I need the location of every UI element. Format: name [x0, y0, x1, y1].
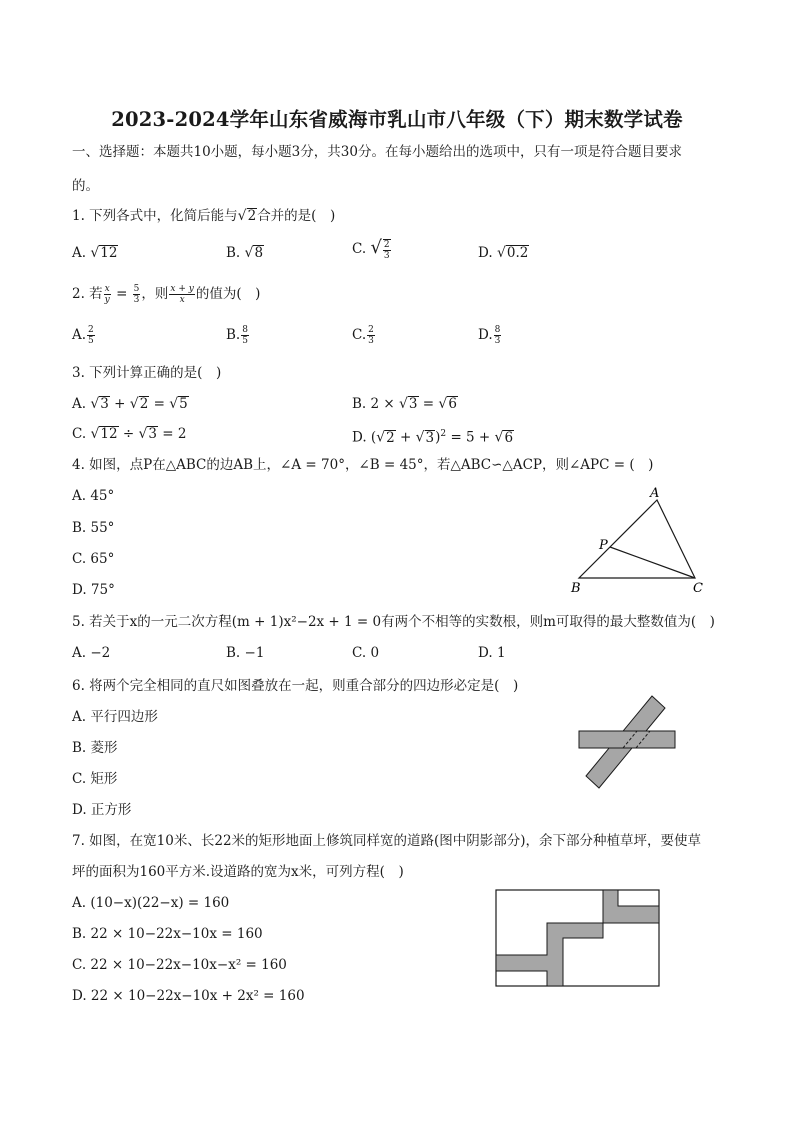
denominator: x — [179, 295, 185, 305]
q1-stem-radicand: 2 — [247, 208, 257, 224]
ruler-horizontal — [579, 731, 675, 748]
question-4-stem: 4. 如图，点P在△ABC的边AB上，∠A = 70°，∠B = 45°，若△ABC∽△ACP，则∠APC = ( ) — [72, 457, 654, 473]
q7-option-a: A. (10−x)(22−x) = 160 — [72, 895, 230, 911]
numerator: 2 — [88, 325, 94, 335]
option-fraction — [494, 325, 502, 346]
q2-pre: 2. 若 — [72, 286, 103, 302]
triangle-abc — [579, 500, 695, 578]
q2-frac-5-over-3 — [133, 284, 141, 305]
q4-option-b: B. 55° — [72, 520, 115, 536]
road-figure — [494, 888, 662, 990]
option-letter: B. — [226, 327, 241, 343]
section-heading: 一、选择题：本题共10小题，每小题3分，共30分。在每小题给出的选项中，只有一项是符合题目要求 — [72, 144, 682, 160]
q2-mid: ，则 — [141, 286, 169, 302]
option-letter: D. — [478, 245, 493, 261]
radical-sign: √ — [370, 237, 382, 258]
option-value: 1 — [496, 645, 506, 661]
q1-stem-pre: 1. 下列各式中，化简后能与 — [72, 208, 238, 224]
q2-option-c — [352, 325, 376, 346]
label-a: A — [650, 486, 660, 501]
option-letter: D. — [478, 327, 493, 343]
q2-option-a — [72, 325, 96, 346]
question-7-stem-cont: 坪的面积为160平方米.设道路的宽为x米，可列方程( ) — [72, 864, 404, 880]
option-fraction — [87, 325, 95, 346]
numerator: x + y — [170, 284, 194, 294]
q7-option-b: B. 22 × 10−22x−10x = 160 — [72, 926, 263, 942]
numerator: 2 — [383, 239, 390, 250]
q1-option-a — [72, 243, 118, 263]
option-letter: C. — [352, 645, 367, 661]
q5-option-d — [478, 643, 506, 663]
denominator: 3 — [133, 295, 140, 305]
q6-option-d: D. 正方形 — [72, 802, 132, 818]
section-heading-cont: 的。 — [72, 178, 99, 194]
q2-frac-xy-over-x — [169, 284, 194, 305]
q5-option-a — [72, 643, 110, 663]
q3-option-b: B. 2 × √3 = √6 — [352, 396, 457, 412]
option-letter: C. — [352, 241, 367, 257]
option-radicand: 8 — [254, 245, 264, 261]
q2-post: 的值为( ) — [195, 286, 261, 302]
denominator: 5 — [242, 336, 248, 346]
option-letter: B. — [352, 396, 367, 412]
option-letter: A. — [72, 396, 87, 412]
q4-option-c: C. 65° — [72, 551, 115, 567]
label-b: B — [571, 581, 581, 596]
radical-sign: √ — [237, 208, 247, 224]
q1-stem-post: 合并的是( ) — [257, 208, 336, 224]
q3-option-c: C. √12 ÷ √3 = 2 — [72, 426, 187, 442]
q5-option-c — [352, 643, 379, 663]
radical-sign: √ — [90, 245, 100, 261]
option-letter: D. — [478, 645, 493, 661]
q6-option-a: A. 平行四边形 — [72, 709, 158, 725]
radical-sign: √ — [244, 245, 254, 261]
q6-option-b: B. 菱形 — [72, 740, 118, 756]
equals-sign: = — [116, 286, 128, 302]
q5-option-b — [226, 643, 264, 663]
option-fraction — [367, 325, 375, 346]
option-letter: B. — [226, 245, 241, 261]
denominator: 3 — [368, 336, 374, 346]
label-c: C — [693, 581, 703, 596]
option-radicand: 12 — [100, 245, 118, 261]
q4-option-a: A. 45° — [72, 488, 115, 504]
option-value: −1 — [244, 645, 265, 661]
page-title: 2023-2024学年山东省威海市乳山市八年级（下）期末数学试卷 — [111, 108, 683, 131]
option-value: 0 — [370, 645, 380, 661]
rulers-figure — [575, 692, 681, 792]
q6-option-c: C. 矩形 — [72, 771, 118, 787]
q1-option-c — [352, 238, 392, 261]
option-letter: B. — [226, 645, 241, 661]
triangle-figure — [565, 484, 715, 596]
q2-option-b — [226, 325, 250, 346]
option-value: −2 — [90, 645, 111, 661]
numerator: 8 — [494, 325, 501, 335]
option-letter: A. — [72, 245, 87, 261]
option-letter: A. — [72, 327, 87, 343]
option-fraction — [241, 325, 249, 346]
numerator: x — [104, 284, 110, 294]
question-5-stem: 5. 若关于x的一元二次方程(m + 1)x²−2x + 1 = 0有两个不相等的实数根，则m可取得的最大整数值为( ) — [72, 614, 715, 630]
option-letter: D. — [352, 429, 367, 446]
option-fraction — [383, 239, 391, 261]
q4-option-d: D. 75° — [72, 582, 115, 598]
option-letter: A. — [72, 645, 87, 661]
denominator: 5 — [88, 336, 94, 346]
q2-frac-x-over-y — [104, 284, 111, 305]
question-1-stem — [72, 206, 335, 226]
denominator: 3 — [494, 336, 501, 346]
numerator: 8 — [242, 325, 248, 335]
q3-option-a: A. √3 + √2 = √5 — [72, 396, 188, 412]
radical-sign: √ — [496, 245, 506, 261]
question-7-stem: 7. 如图，在宽10米、长22米的矩形地面上修筑同样宽的道路(图中阴影部分)，余下部分种植草坪，要使草 — [72, 833, 702, 849]
denominator: y — [104, 295, 110, 305]
q2-option-d — [478, 325, 502, 346]
option-letter: C. — [72, 426, 87, 442]
q7-option-c: C. 22 × 10−22x−10x−x² = 160 — [72, 957, 287, 973]
option-radicand: 0.2 — [506, 245, 529, 261]
denominator: 3 — [383, 250, 390, 261]
numerator: 2 — [368, 325, 374, 335]
q7-option-d: D. 22 × 10−22x−10x + 2x² = 160 — [72, 988, 305, 1004]
label-p: P — [599, 538, 608, 553]
q3-option-d: D. $(√2 + √3)^2 = 5 + √6$ — [352, 429, 514, 446]
option-letter: C. — [352, 327, 367, 343]
q1-option-b — [226, 243, 264, 263]
q1-option-d — [478, 243, 529, 263]
question-2-stem — [72, 284, 260, 305]
numerator: 5 — [133, 284, 140, 294]
question-6-stem: 6. 将两个完全相同的直尺如图叠放在一起，则重合部分的四边形必定是( ) — [72, 678, 519, 694]
question-3-stem: 3. 下列计算正确的是( ) — [72, 365, 222, 381]
